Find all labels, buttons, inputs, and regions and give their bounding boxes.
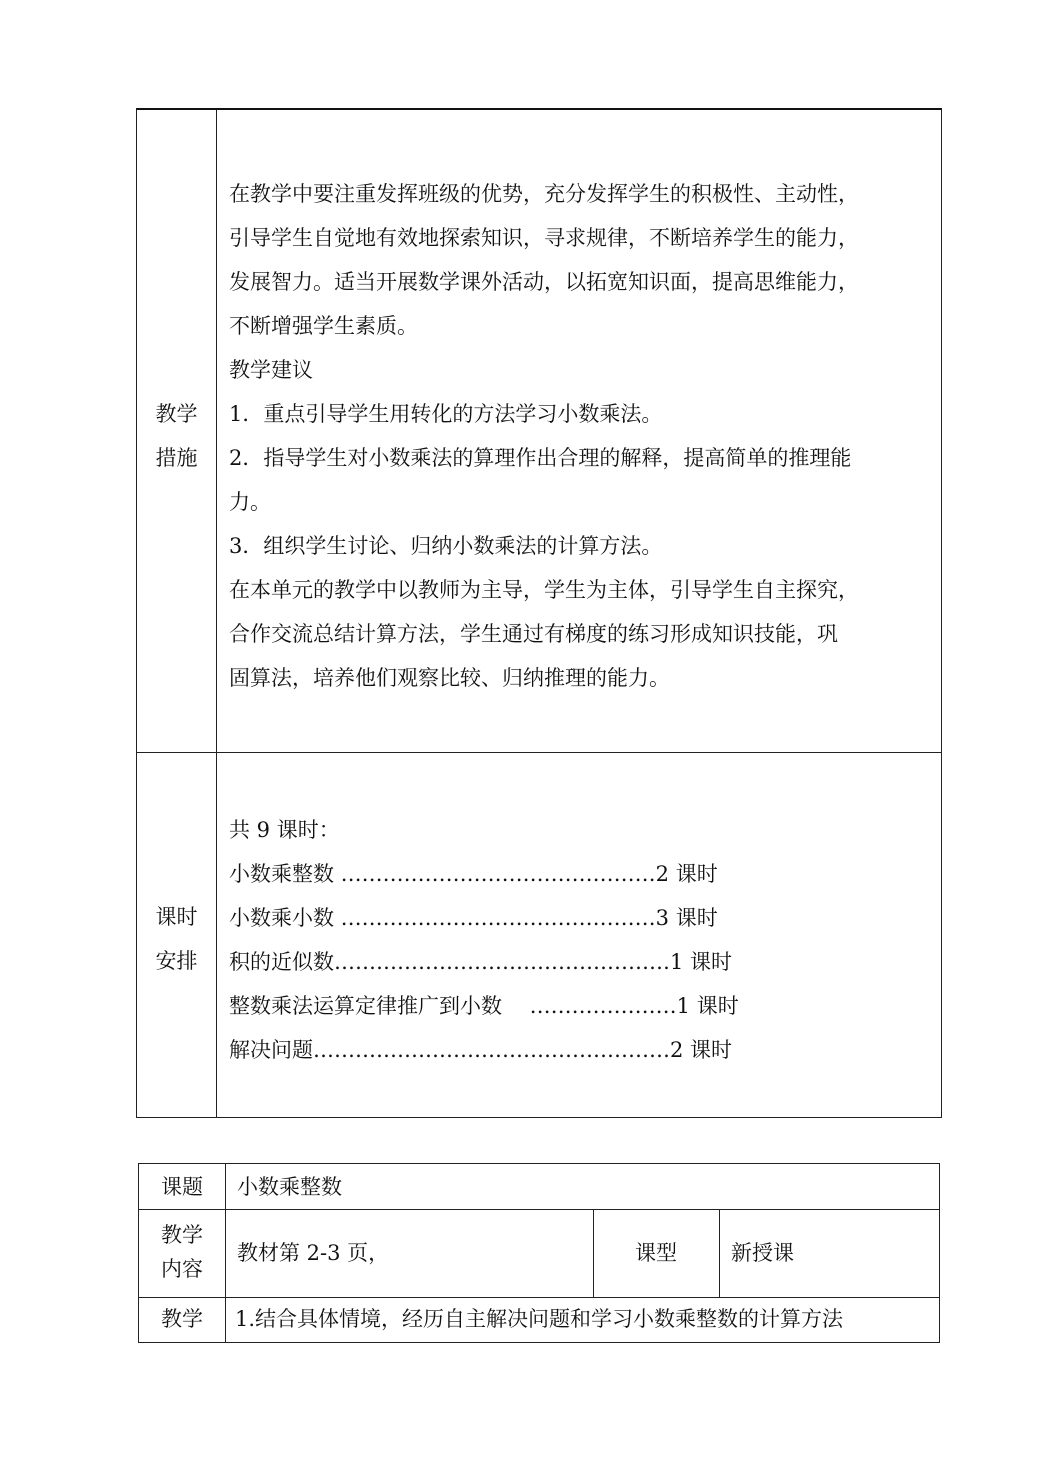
topic-value: 小数乘整数	[237, 1175, 342, 1199]
topic-label: 课题	[161, 1175, 203, 1199]
measures-line: 在教学中要注重发挥班级的优势，充分发挥学生的积极性、主动性，	[229, 182, 859, 206]
measures-line: 3．组织学生讨论、归纳小数乘法的计算方法。	[229, 534, 663, 558]
schedule-item: 积的近似数…………………………………………1 课时	[229, 950, 733, 974]
type-value: 新授课	[731, 1241, 794, 1265]
measures-label-line2: 措施	[155, 446, 198, 470]
row-divider	[139, 1209, 939, 1210]
schedule-label-line1: 课时	[155, 905, 198, 929]
column-divider	[225, 1164, 226, 1342]
schedule-content	[229, 808, 931, 1072]
type-label: 课型	[635, 1241, 677, 1265]
measures-line: 合作交流总结计算方法，学生通过有梯度的练习形成知识技能，巩	[229, 622, 838, 646]
schedule-item: 解决问题……………………………………………2 课时	[229, 1038, 733, 1062]
measures-line: 不断增强学生素质。	[229, 314, 418, 338]
schedule-total: 共 9 课时：	[229, 818, 340, 842]
row-divider	[137, 752, 941, 753]
column-divider	[719, 1209, 720, 1297]
goal-label: 教学	[161, 1307, 203, 1331]
measures-line: 2．指导学生对小数乘法的算理作出合理的解释，提高简单的推理能	[229, 446, 852, 470]
lesson-table	[138, 1163, 940, 1343]
measures-line: 在本单元的教学中以教师为主导，学生为主体，引导学生自主探究，	[229, 578, 859, 602]
schedule-item: 小数乘小数 ………………………………………3 课时	[229, 906, 718, 930]
row-divider	[139, 1297, 939, 1298]
goal-value: 1.结合具体情境，经历自主解决问题和学习小数乘整数的计算方法	[235, 1307, 844, 1331]
measures-label	[137, 392, 216, 480]
measures-line: 固算法，培养他们观察比较、归纳推理的能力。	[229, 666, 670, 690]
measures-line: 1．重点引导学生用转化的方法学习小数乘法。	[229, 402, 663, 426]
content-label-line2: 内容	[161, 1257, 203, 1281]
plan-table	[136, 108, 942, 1118]
schedule-label-line2: 安排	[155, 949, 198, 973]
content-value: 教材第 2-3 页，	[237, 1241, 390, 1265]
schedule-item: 整数乘法运算定律推广到小数 …………………1 课时	[229, 994, 739, 1018]
content-label	[139, 1218, 225, 1286]
schedule-item: 小数乘整数 ………………………………………2 课时	[229, 862, 718, 886]
measures-line: 教学建议	[229, 358, 313, 382]
measures-label-line1: 教学	[155, 402, 198, 426]
measures-content	[229, 172, 931, 700]
measures-line: 引导学生自觉地有效地探索知识，寻求规律，不断培养学生的能力，	[229, 226, 859, 250]
measures-line: 发展智力。适当开展数学课外活动，以拓宽知识面，提高思维能力，	[229, 270, 859, 294]
column-divider	[216, 110, 217, 1117]
schedule-label	[137, 895, 216, 983]
measures-line: 力。	[229, 490, 271, 514]
content-label-line1: 教学	[161, 1223, 203, 1247]
